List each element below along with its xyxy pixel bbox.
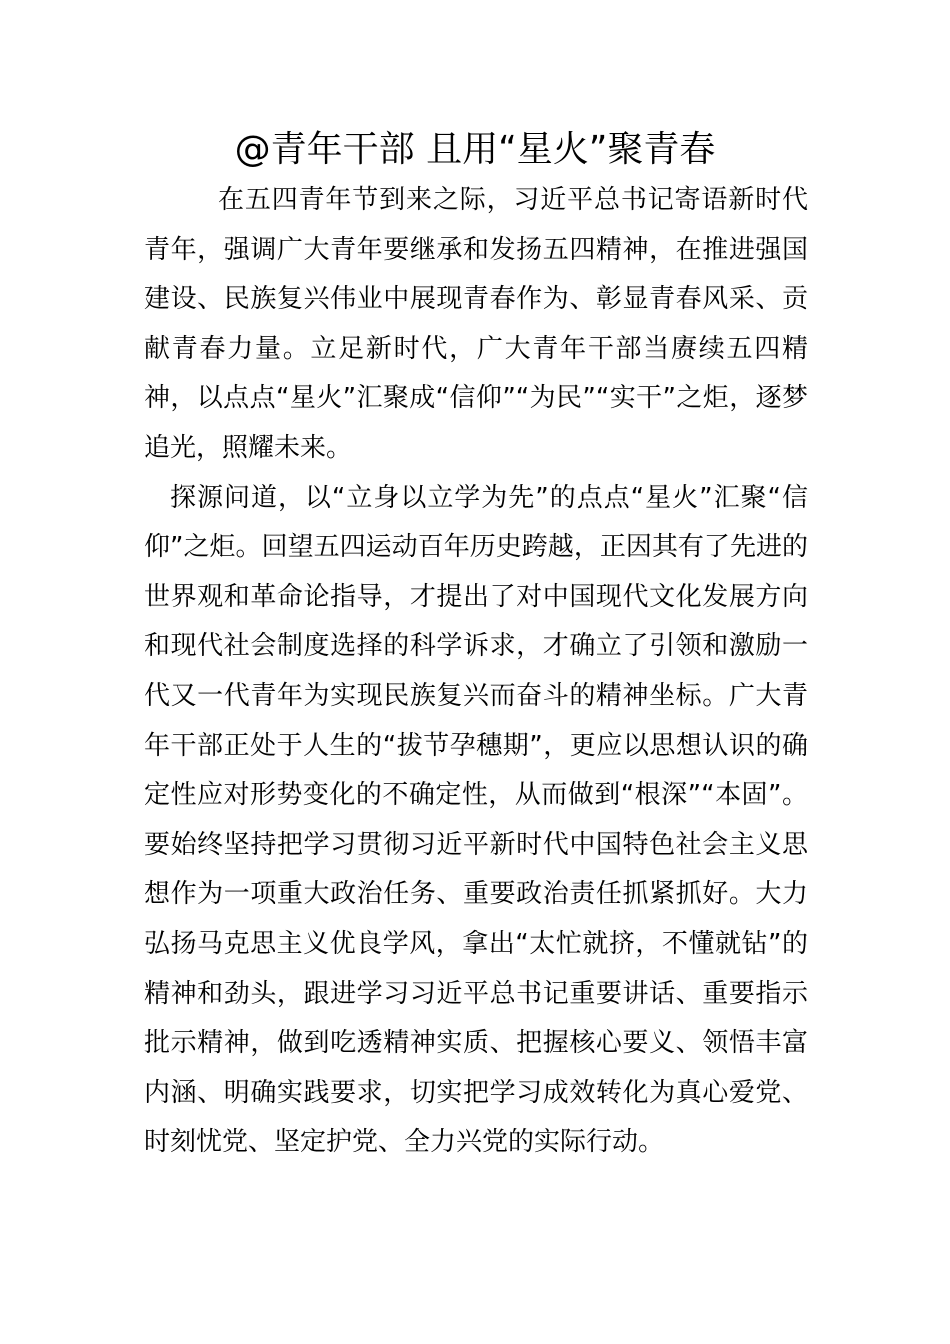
document-body <box>144 176 808 1168</box>
document-title: @青年干部 且用“星火”聚青春 <box>234 129 716 170</box>
paragraph-intro: 在五四青年节到来之际，习近平总书记寄语新时代青年，强调广大青年要继承和发扬五四精神，在推进强国建设、民族复兴伟业中展现青春作为、彰显青春风采、贡献青春力量。立足新时代，广大青年干部当赓续五四精神，以点点“星火”汇聚成“信仰”“为民”“实干”之炬，逐梦追光，照耀未来。 <box>144 185 808 463</box>
paragraph-faith-torch: 探源问道，以“立身以立学为先”的点点“星火”汇聚“信仰”之炬。回望五四运动百年历史跨越，正因其有了先进的世界观和革命论指导，才提出了对中国现代文化发展方向和现代社会制度选择的科学诉求，才确立了引领和激励一代又一代青年为实现民族复兴而奋斗的精神坐标。广大青年干部正处于人生的“拔节孕穗期”，更应以思想认识的确定性应对形势变化的不确定性，从而做到“根深”“本固”。要始终坚持把学习贯彻习近平新时代中国特色社会主义思想作为一项重大政治任务、重要政治责任抓紧抓好。大力弘扬马克思主义优良学风，拿出“太忙就挤，不懂就钻”的精神和劲头，跟进学习习近平总书记重要讲话、重要指示批示精神，做到吃透精神实质、把握核心要义、领悟丰富内涵、明确实践要求，切实把学习成效转化为真心爱党、时刻忧党、坚定护党、全力兴党的实际行动。 <box>144 482 808 1158</box>
